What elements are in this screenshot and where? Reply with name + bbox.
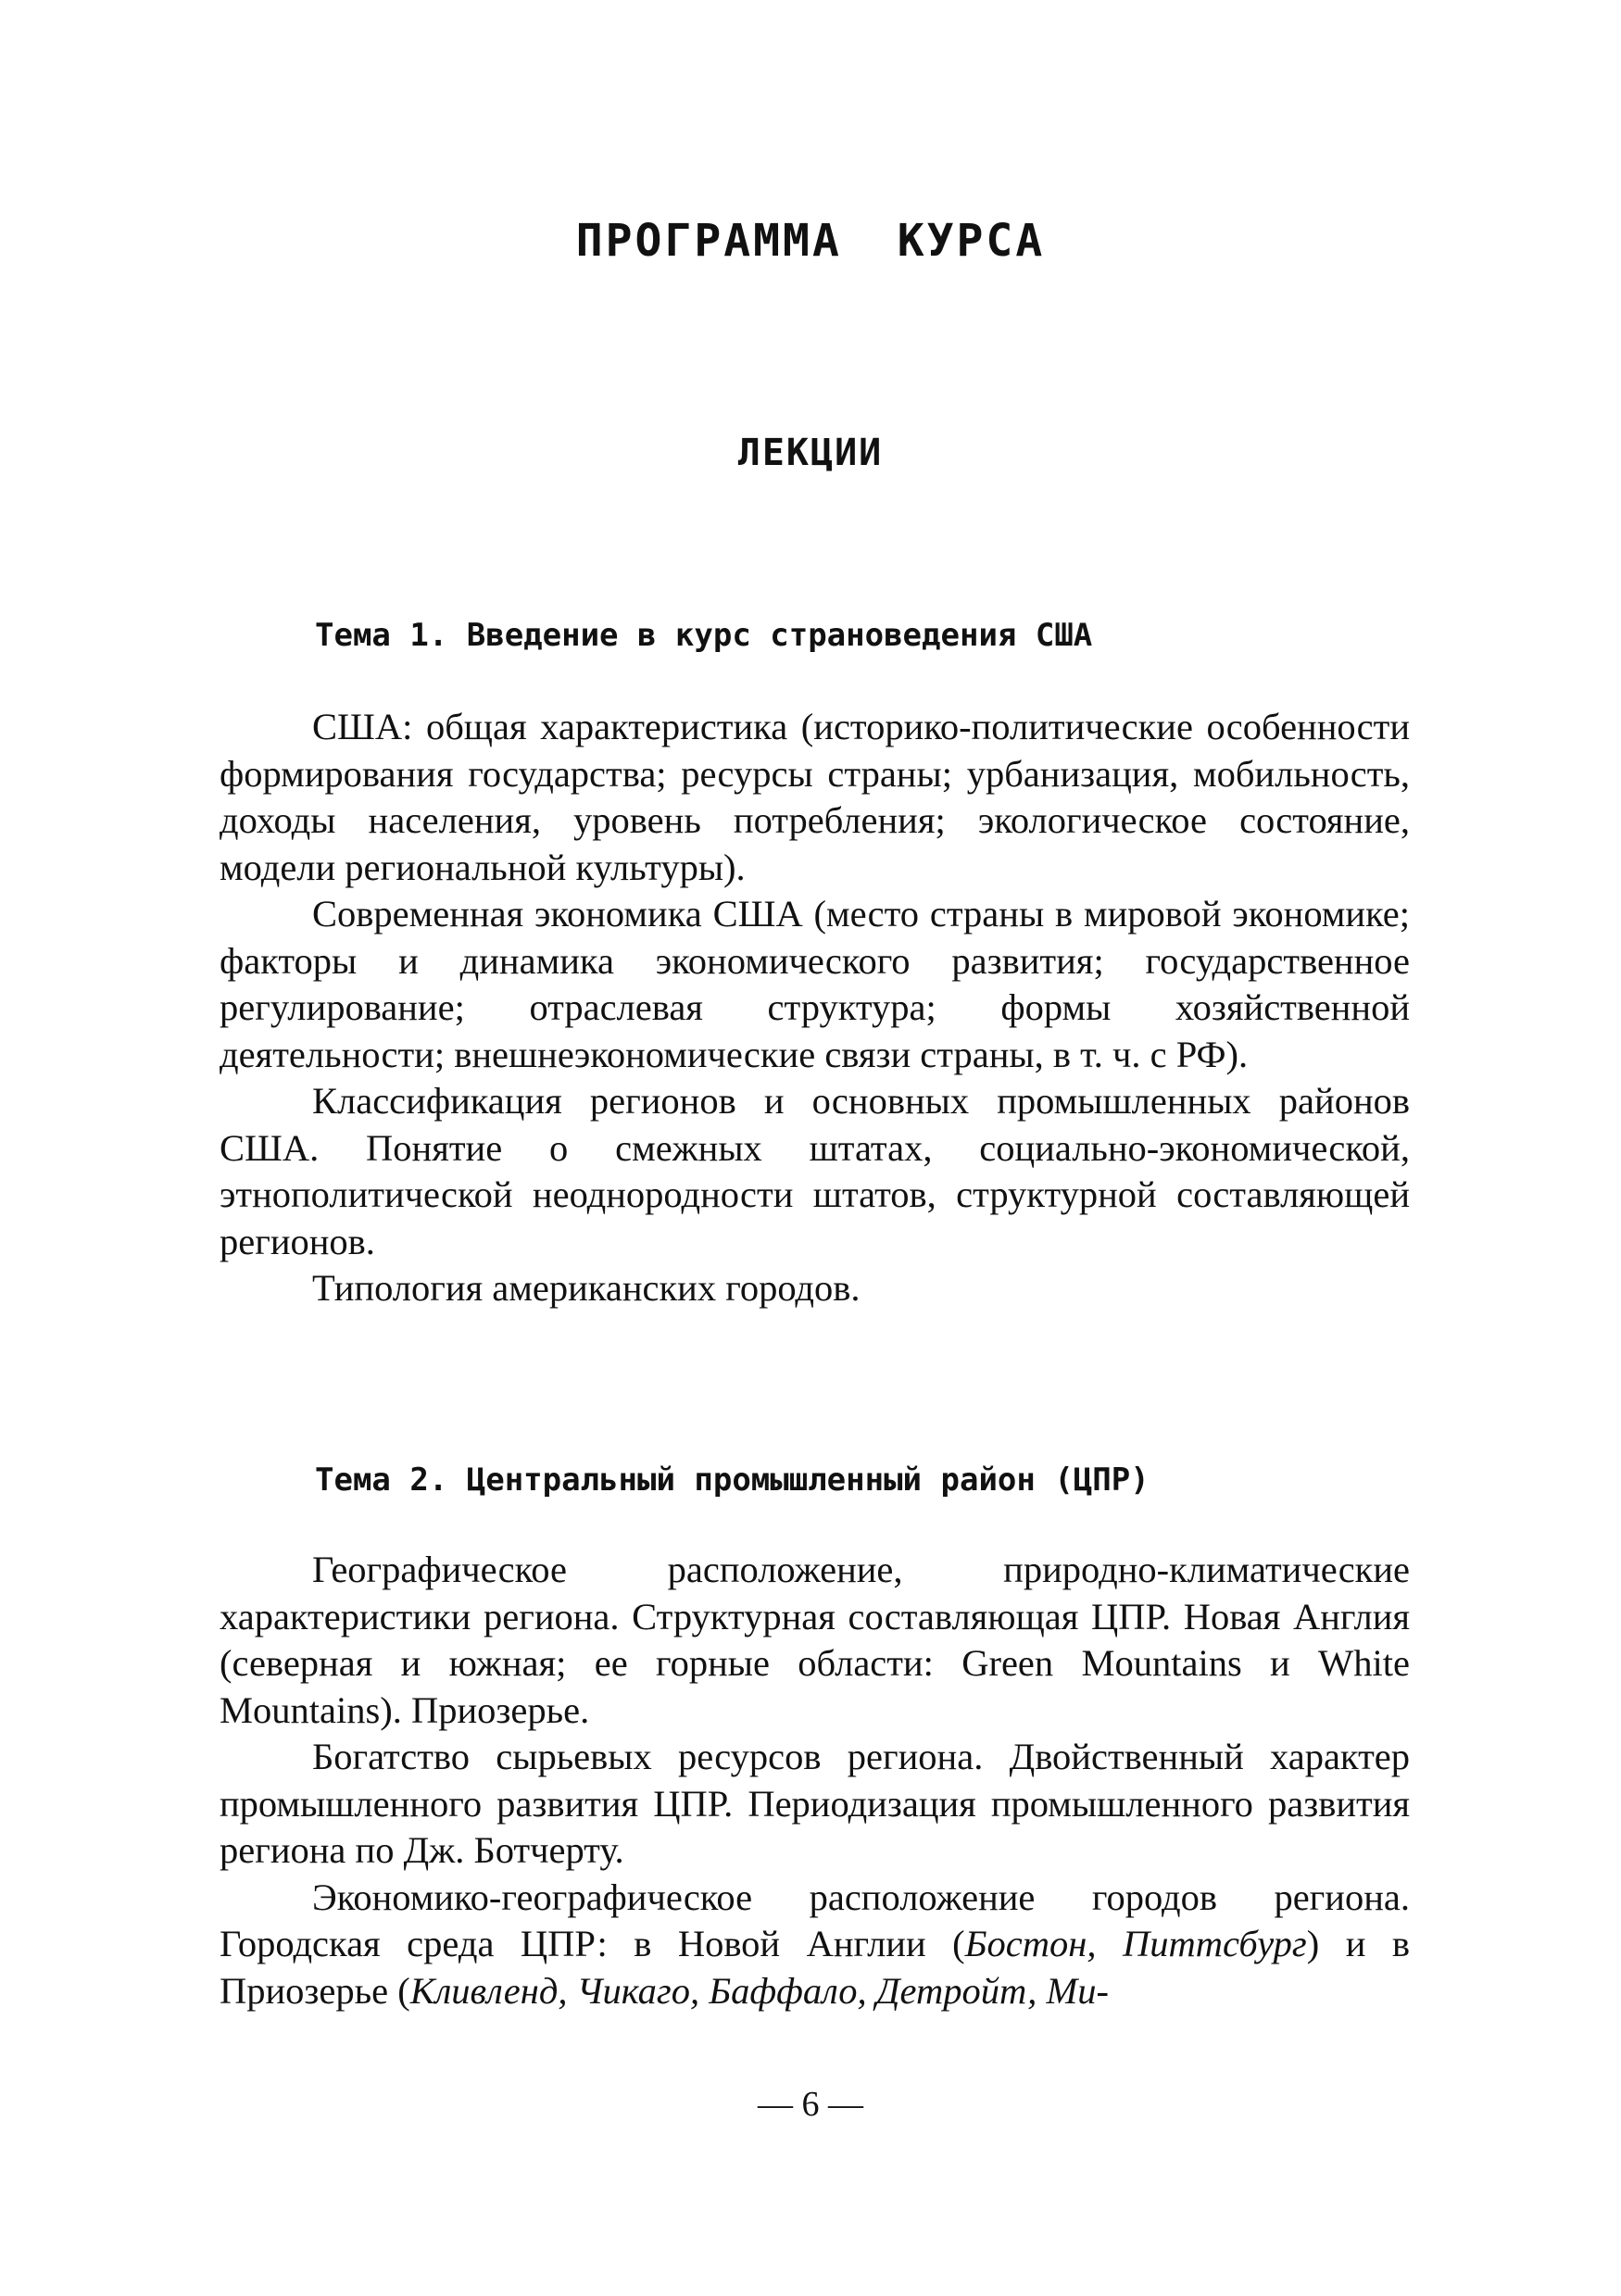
paragraph: Богатство сырьевых ресурсов региона. Двойственный характер промышленного развития ЦПР. Периодизация промышленного развития региона по Дж. Ботчерту. (220, 1736, 1410, 1871)
paragraph: Классификация регионов и основных промышленных районов США. Понятие о смежных штатах, социально-экономической, этнополитической неоднородности штатов, структурной составляющей регионов. (220, 1080, 1410, 1262)
topic-2-body (220, 1547, 1410, 2014)
cities-new-england: Бостон, Питтсбург (964, 1923, 1307, 1964)
page-number: — 6 — (758, 2085, 863, 2124)
page-title: ПРОГРАММА КУРСА (575, 215, 1046, 267)
paragraph-text: Экономико-географическое расположение городов региона. Городская среда ЦПР: в Новой Англии ( (220, 1876, 1410, 1964)
paragraph: Типология американских городов. (312, 1267, 861, 1309)
paragraph: США: общая характеристика (историко-политические особенности формирования государства; ресурсы страны; урбанизация, мобильность, доходы населения, уровень потребления; экологическое состояние, модели региональной культуры). (220, 706, 1410, 888)
paragraph: Географическое расположение, природно-климатические характеристики региона. Структурная составляющая ЦПР. Новая Англия (северная и южная; ее горные области: Green Mountains и White Mountains). Приозерье. (220, 1549, 1410, 1731)
section-title: ЛЕКЦИИ (737, 432, 884, 474)
cities-great-lakes: Кливленд, Чикаго, Баффало, Детройт, Ми- (409, 1969, 1109, 2012)
topic-1-body (220, 704, 1410, 1312)
topic-1-heading: Тема 1. Введение в курс страноведения США (315, 617, 1093, 654)
paragraph: Современная экономика США (место страны в мировой экономике; факторы и динамика экономического развития; государственное регулирование; отраслевая структура; формы хозяйственной деятельности; внешнеэкономические связи страны, в т. ч. с РФ). (220, 893, 1410, 1075)
topic-2-heading: Тема 2. Центральный промышленный район (ЦПР) (315, 1462, 1150, 1499)
paragraph-cities (220, 1875, 1410, 2015)
paragraph-text: ) и в Приозерье ( (220, 1923, 1410, 2012)
